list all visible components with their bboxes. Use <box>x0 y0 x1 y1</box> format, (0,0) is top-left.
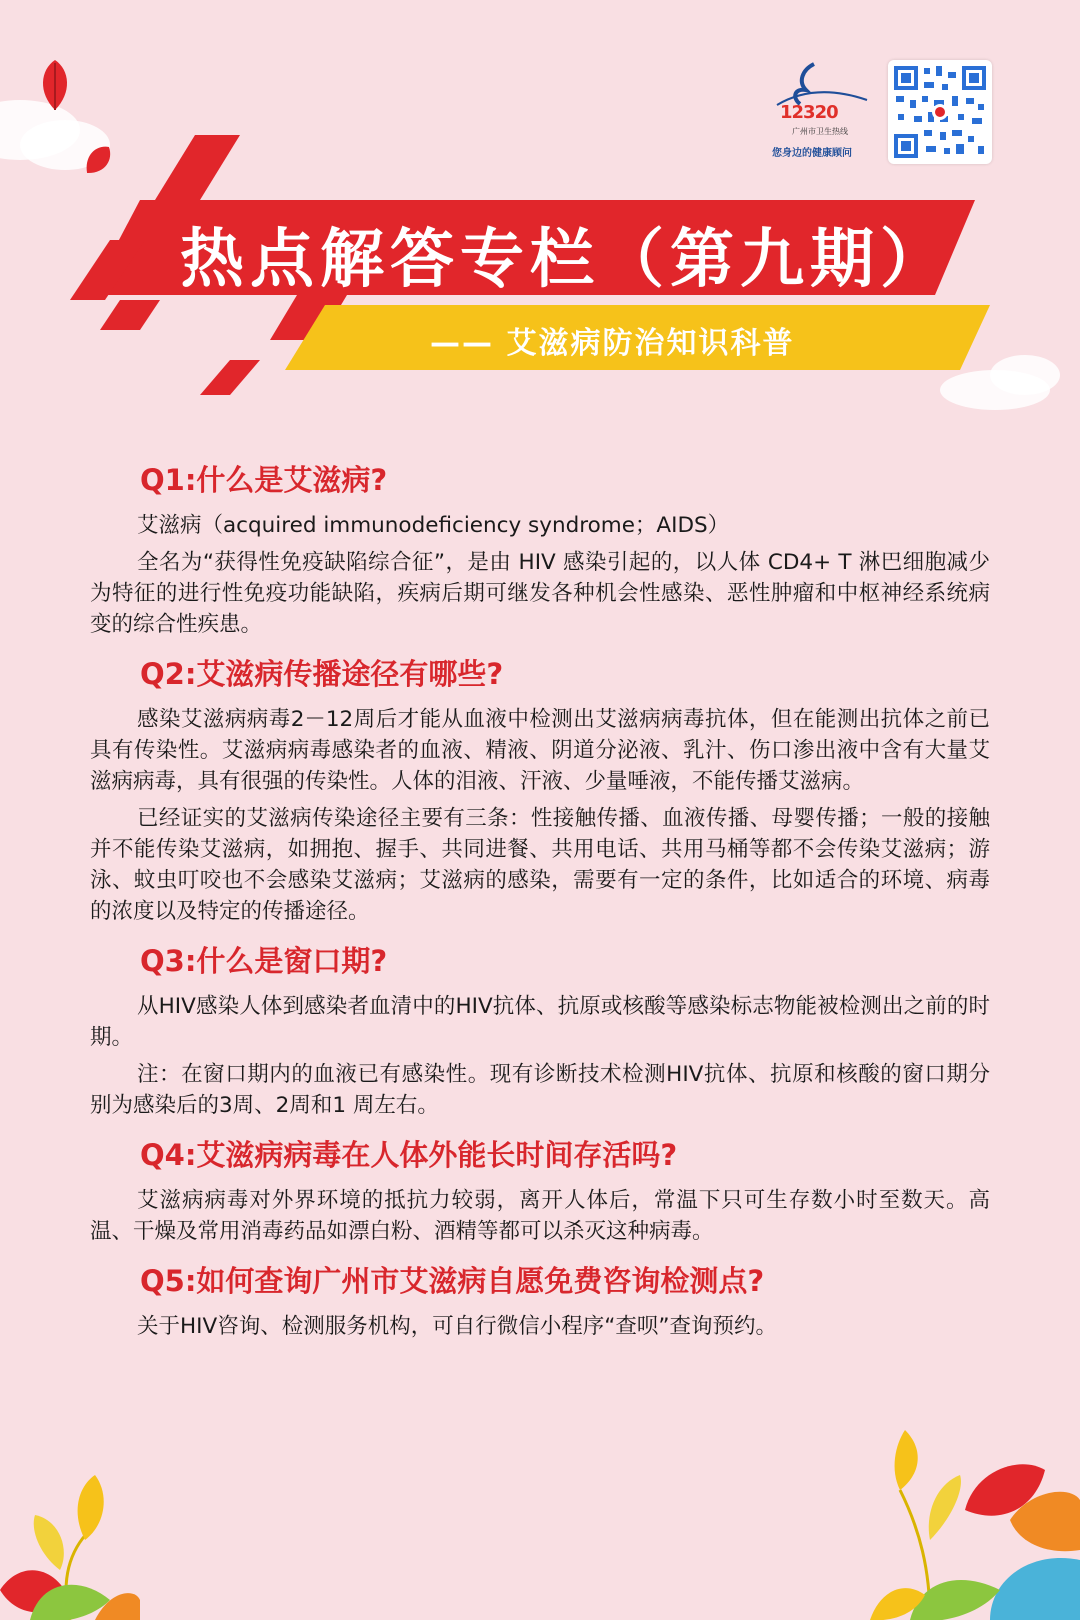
page-subtitle: —— 艾滋病防治知识科普 <box>430 326 795 361</box>
hotline-number: 12320 <box>780 102 838 123</box>
qa-section-1 <box>90 460 990 640</box>
answer-paragraph: 已经证实的艾滋病传染途径主要有三条：性接触传播、血液传播、母婴传播；一般的接触并不能传染艾滋病，如拥抱、握手、共同进餐、共用电话、共用马桶等都不会传染艾滋病；游泳、蚊虫叮咬也不会感染艾滋病；艾滋病的感染，需要有一定的条件，比如适合的环境、病毒的浓度以及特定的传播途径。 <box>90 806 990 924</box>
page-title: 热点解答专栏（第九期） <box>180 223 950 297</box>
answer-paragraph: 艾滋病病毒对外界环境的抵抗力较弱，离开人体后，常温下只可生存数小时至数天。高温、干燥及常用消毒药品如漂白粉、酒精等都可以杀灭这种病毒。 <box>90 1188 990 1244</box>
answer-paragraph: 注：在窗口期内的血液已有感染性。现有诊断技术检测HIV抗体、抗原和核酸的窗口期分别为感染后的3周、2周和1 周左右。 <box>90 1062 990 1118</box>
qa-section-5 <box>90 1261 990 1342</box>
leaf-cluster-icon <box>0 1470 140 1620</box>
question-heading: Q2:艾滋病传播途径有哪些? <box>140 657 504 691</box>
qa-content <box>90 460 990 1356</box>
answer-paragraph: 关于HIV咨询、检测服务机构，可自行微信小程序“查呗”查询预约。 <box>137 1314 777 1339</box>
qr-code-icon[interactable] <box>888 60 992 164</box>
hotline-slogan: 您身边的健康顾问 <box>772 148 852 159</box>
answer-paragraph: 全名为“获得性免疫缺陷综合征”，是由 HIV 感染引起的，以人体 CD4+ T 淋巴细胞减少为特征的进行性免疫功能缺陷，疾病后期可继发各种机会性感染、恶性肿瘤和中枢神经系统病变的综合性疾患。 <box>90 550 990 637</box>
qa-section-4 <box>90 1135 990 1247</box>
qa-section-2 <box>90 654 990 927</box>
answer-paragraph: 感染艾滋病病毒2－12周后才能从血液中检测出艾滋病病毒抗体，但在能测出抗体之前已具有传染性。艾滋病病毒感染者的血液、精液、阴道分泌液、乳汁、伤口渗出液中含有大量艾滋病病毒，具有很强的传染性。人体的泪液、汗液、少量唾液，不能传播艾滋病。 <box>90 707 990 794</box>
question-heading: Q4:艾滋病病毒在人体外能长时间存活吗? <box>140 1138 678 1172</box>
question-heading: Q3:什么是窗口期? <box>140 944 388 978</box>
answer-paragraph: 艾滋病（acquired immunodeficiency syndrome；AIDS） <box>137 513 730 538</box>
qr-pattern <box>888 60 992 164</box>
leaf-cluster-icon <box>870 1430 1080 1620</box>
answer-paragraph: 从HIV感染人体到感染者血清中的HIV抗体、抗原或核酸等感染标志物能被检测出之前的时期。 <box>90 994 990 1050</box>
question-heading: Q5:如何查询广州市艾滋病自愿免费咨询检测点? <box>140 1264 765 1298</box>
qa-section-3 <box>90 941 990 1121</box>
question-heading: Q1:什么是艾滋病? <box>140 463 388 497</box>
hotline-name: 广州市卫生热线 <box>792 127 848 136</box>
hotline-logo <box>772 60 872 160</box>
